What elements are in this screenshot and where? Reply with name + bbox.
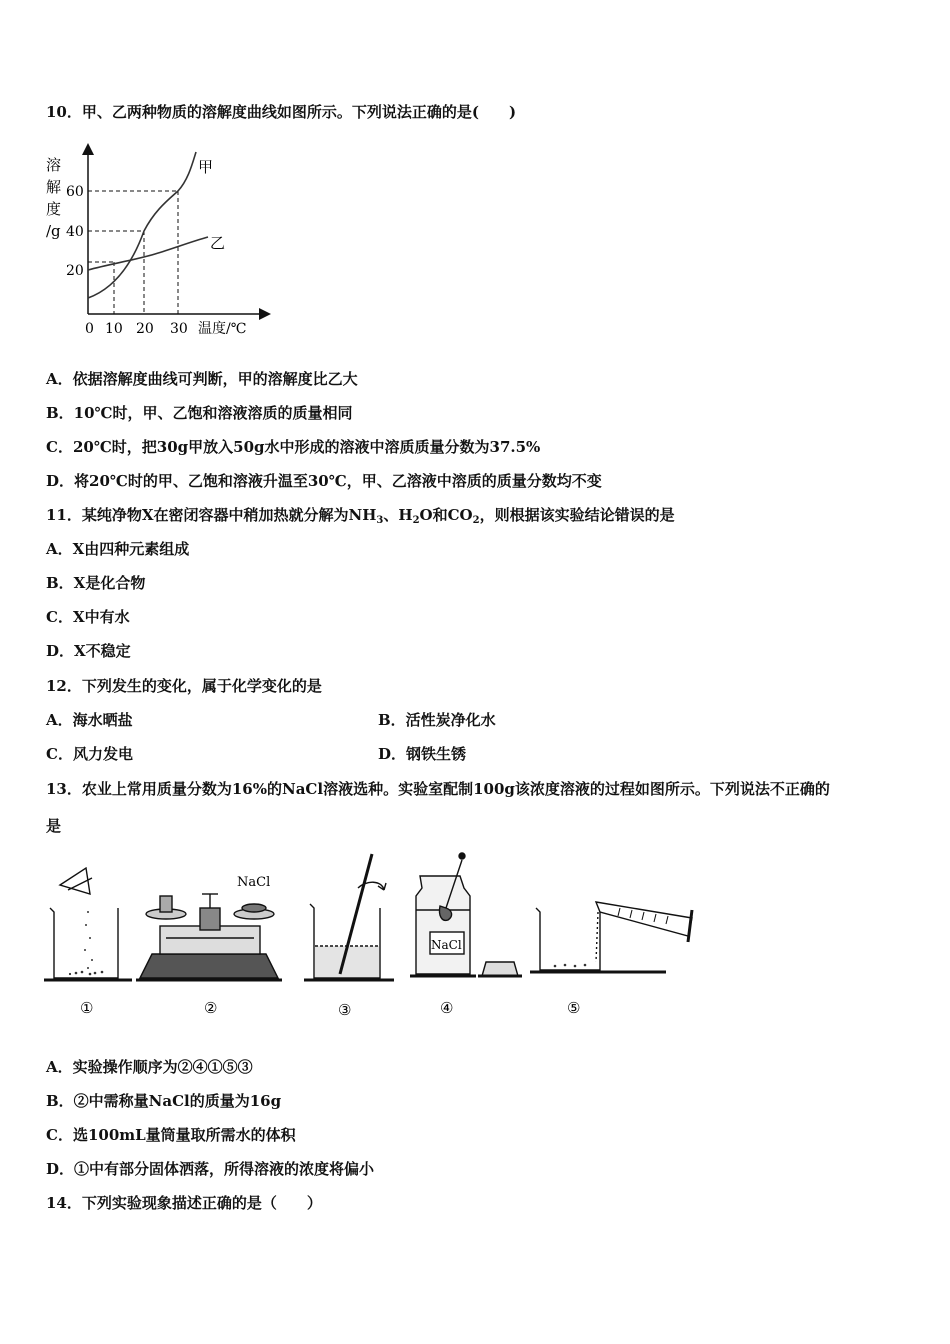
- step-label-4: ④: [440, 999, 454, 1017]
- x-tick-30: 30: [170, 321, 188, 337]
- y-tick-20: 20: [66, 263, 84, 279]
- q13-option-c: C．选100mL量筒量取所需水的体积: [46, 1126, 296, 1144]
- q12-option-b: B．活性炭净化水: [378, 711, 496, 729]
- step-label-2: ②: [204, 999, 218, 1017]
- q13-option-a: A．实验操作顺序为②④①⑤③: [46, 1058, 253, 1076]
- step4-reagent-bottle: [410, 853, 522, 976]
- q13-option-d: D．①中有部分固体洒落，所得溶液的浓度将偏小: [46, 1160, 375, 1178]
- q11-option-d: D．X不稳定: [46, 642, 131, 660]
- balance-nacl-label: NaCl: [237, 875, 271, 890]
- q11-sub-1: 3: [376, 515, 384, 526]
- step1-beaker-pour: [44, 868, 132, 980]
- solubility-curve-graph: [40, 140, 280, 345]
- curve-yi-label: 乙: [210, 234, 226, 252]
- q10-option-d: D．将20℃时的甲、乙饱和溶液升温至30℃，甲、乙溶液中溶质的质量分数均不变: [46, 472, 602, 490]
- q14-stem: 14．下列实验现象描述正确的是（ ）: [46, 1194, 322, 1212]
- step1-falling-solid: [69, 911, 103, 975]
- q12-option-a: A．海水晒盐: [46, 711, 133, 729]
- q12-option-d: D．钢铁生锈: [378, 745, 467, 763]
- q12-stem: 12．下列发生的变化，属于化学变化的是: [46, 677, 322, 695]
- y-label-2: 解: [46, 178, 62, 196]
- y-label-1: 溶: [46, 156, 62, 174]
- q10-option-c: C．20℃时，把30g甲放入50g水中形成的溶液中溶质质量分数为37.5%: [46, 438, 541, 456]
- step2-balance: [136, 894, 282, 980]
- q11-stem: [46, 505, 675, 525]
- x-axis-label: 温度/℃: [198, 321, 247, 337]
- step-label-3: ③: [338, 1001, 352, 1019]
- q13-option-b: B．②中需称量NaCl的质量为16g: [46, 1092, 282, 1110]
- q11-option-c: C．X中有水: [46, 608, 130, 626]
- step-label-1: ①: [80, 999, 94, 1017]
- y-tick-60: 60: [66, 184, 84, 200]
- q11-stem-mid-1: 、H: [383, 506, 413, 524]
- step5-cylinder-pour: [530, 902, 692, 972]
- q10-option-b: B．10℃时，甲、乙饱和溶液溶质的质量相同: [46, 404, 353, 422]
- solution-prep-figure: [40, 850, 720, 1025]
- q10-option-a: A．依据溶解度曲线可判断，甲的溶解度比乙大: [46, 370, 358, 388]
- x-tick-20: 20: [136, 321, 154, 337]
- q11-stem-prefix: 11．某纯净物X在密闭容器中稍加热就分解为NH: [46, 506, 377, 524]
- guide-lines: [88, 191, 178, 314]
- q11-option-a: A．X由四种元素组成: [46, 540, 190, 558]
- curve-jia-label: 甲: [198, 158, 214, 176]
- curve-yi: [88, 237, 208, 270]
- q11-sub-3: 2: [472, 515, 480, 526]
- q13-stem-line2: 是: [46, 817, 62, 835]
- y-label-4: /g: [46, 222, 61, 240]
- x-tick-0: 0: [85, 321, 94, 337]
- x-tick-10: 10: [105, 321, 123, 337]
- q13-stem-line1: 13．农业上常用质量分数为16%的NaCl溶液选种。实验室配制100g该浓度溶液的过程如图所示。下列说法不正确的: [46, 780, 830, 798]
- step3-beaker-stir: [304, 854, 394, 980]
- q11-sub-2: 2: [412, 515, 420, 526]
- y-tick-40: 40: [66, 224, 84, 240]
- q11-option-b: B．X是化合物: [46, 574, 146, 592]
- q12-option-c: C．风力发电: [46, 745, 133, 763]
- q11-stem-suffix: ，则根据该实验结论错误的是: [479, 506, 675, 524]
- q11-stem-mid-2: O和CO: [419, 506, 473, 524]
- y-label-3: 度: [46, 200, 62, 218]
- step-label-5: ⑤: [567, 999, 581, 1017]
- q10-stem: 10．甲、乙两种物质的溶解度曲线如图所示。下列说法正确的是( ): [46, 103, 517, 121]
- bottle-nacl-label: NaCl: [431, 938, 462, 952]
- curve-jia: [88, 152, 196, 298]
